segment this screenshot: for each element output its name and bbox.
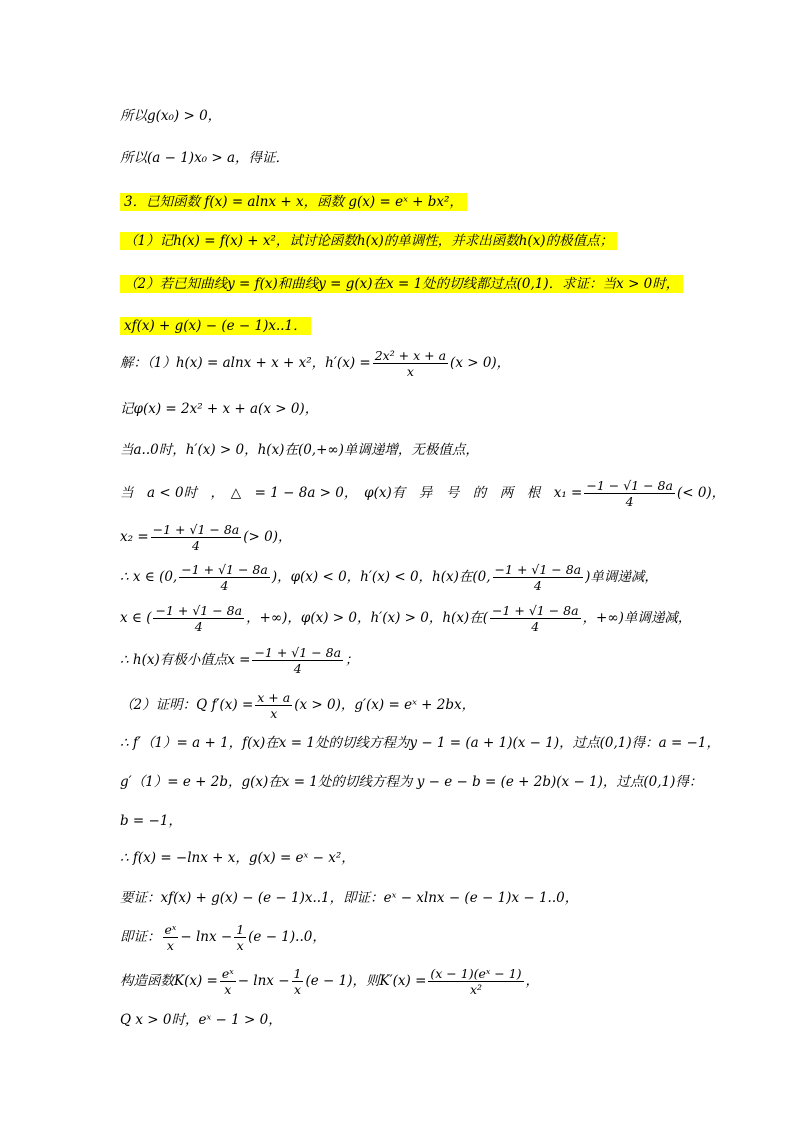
fraction: $\frac{-1 + √1 - 8a}{4}$ bbox=[155, 603, 243, 634]
solution-line: （2）证明：Q f′(x) = $\frac{x + a}{x}$ (x > 0)，g′(x) = eˣ + 2bx， bbox=[120, 690, 476, 721]
problem-part-1: （1）记h(x) = f(x) + x²，试讨论函数h(x)的单调性，并求出函数h(x)的极值点； bbox=[120, 231, 617, 251]
fraction: $\frac{\text{(x − 1)(eˣ − 1)}}{\text{x²}}$ bbox=[430, 966, 522, 997]
fraction: $\frac{-1 + √1 - 8a}{4}$ bbox=[181, 562, 268, 593]
solution-line: ∴ x ∈ (0, $\frac{-1 + √1 - 8a}{4}$ )，φ(x) < 0，h′(x) < 0，h(x)在(0, $\frac{-1 + √1 - 8a}{4}$ )单调递减， bbox=[120, 562, 658, 593]
fraction: $\frac{\text{eˣ}}{x}$ bbox=[164, 922, 177, 953]
text-line: 所以g(x₀) > 0， bbox=[120, 108, 222, 124]
fraction: $\frac{x + a}{x}$ bbox=[257, 690, 291, 721]
solution-line: ∴ h(x)有极小值点x = $\frac{-1 + √1 - 8a}{4}$ ； bbox=[120, 645, 359, 676]
text-line: 当a..0时，h′(x) > 0，h(x)在(0,+∞)单调递增，无极值点， bbox=[120, 442, 479, 458]
text-line: b = −1， bbox=[120, 813, 182, 829]
text-line: 所以(a − 1)x₀ > a，得证． bbox=[120, 150, 290, 166]
solution-line: x₂ = $\frac{-1 + √1 - 8a}{4}$ (> 0)， bbox=[120, 522, 292, 553]
fraction: $\frac{-1 + √1 - 8a}{4}$ bbox=[152, 522, 240, 553]
fraction: $\frac{\text{2x² + x + a}}{x}$ bbox=[374, 348, 447, 379]
fraction: $\frac{1}{x}$ bbox=[236, 922, 245, 953]
fraction: $\frac{-1 + √1 - 8a}{4}$ bbox=[254, 645, 342, 676]
fraction: $\frac{-1 + √1 - 8a}{4}$ bbox=[494, 562, 582, 593]
solution-line: 构造函数K(x) = $\frac{\text{eˣ}}{x}$ − lnx − $\frac{1}{x}$ (e − 1)，则K′(x) = $\frac{\text{(x − 1)(eˣ − 1)}}{\text{x²}}$ ， bbox=[120, 966, 540, 997]
fraction: $\frac{-1 - √1 - 8a}{4}$ bbox=[586, 478, 673, 509]
problem-statement: 3．已知函数 f(x) = alnx + x，函数 g(x) = eˣ + bx²， bbox=[120, 192, 467, 212]
solution-line: x ∈ ( $\frac{-1 + √1 - 8a}{4}$ ，+∞)，φ(x) > 0，h′(x) > 0，h(x)在( $\frac{-1 + √1 - 8a}{4}$ ，+∞)单调递减， bbox=[120, 603, 692, 634]
text-line: Q x > 0时，eˣ − 1 > 0， bbox=[120, 1012, 282, 1028]
text-line: ∴ f(x) = −lnx + x，g(x) = eˣ − x²， bbox=[120, 850, 355, 866]
text-line: 要证：xf(x) + g(x) − (e − 1)x..1，即证：eˣ − xlnx − (e − 1)x − 1..0， bbox=[120, 890, 579, 906]
fraction: $\frac{\text{eˣ}}{x}$ bbox=[221, 966, 234, 997]
solution-line: 解：（1）h(x) = alnx + x + x²，h′(x) = $\frac{\text{2x² + x + a}}{x}$ (x > 0)， bbox=[120, 348, 511, 379]
fraction: $\frac{1}{x}$ bbox=[293, 966, 302, 997]
problem-part-2: （2）若已知曲线y = f(x)和曲线y = g(x)在x = 1处的切线都过点(0,1)．求证：当x > 0时， bbox=[120, 274, 683, 294]
text-line: 记φ(x) = 2x² + x + a(x > 0)， bbox=[120, 401, 319, 417]
solution-line: 当 a < 0时 ， △ = 1 − 8a > 0， φ(x)有 异 号 的 两 根 x₁ = $\frac{-1 - √1 - 8a}{4}$ (< 0)， bbox=[120, 478, 726, 509]
text-line: ∴ f′（1）= a + 1，f(x)在x = 1处的切线方程为y − 1 = (a + 1)(x − 1)，过点(0,1)得：a = −1， bbox=[120, 735, 720, 751]
solution-line: 即证： $\frac{\text{eˣ}}{x}$ − lnx − $\frac{1}{x}$ (e − 1)..0， bbox=[120, 922, 326, 953]
fraction: $\frac{-1 + √1 - 8a}{4}$ bbox=[491, 603, 579, 634]
text-line: g′（1）= e + 2b，g(x)在x = 1处的切线方程为 y − e − b = (e + 2b)(x − 1)，过点(0,1)得： bbox=[120, 774, 703, 790]
problem-part-2-cont: xf(x) + g(x) − (e − 1)x..1． bbox=[120, 316, 311, 336]
